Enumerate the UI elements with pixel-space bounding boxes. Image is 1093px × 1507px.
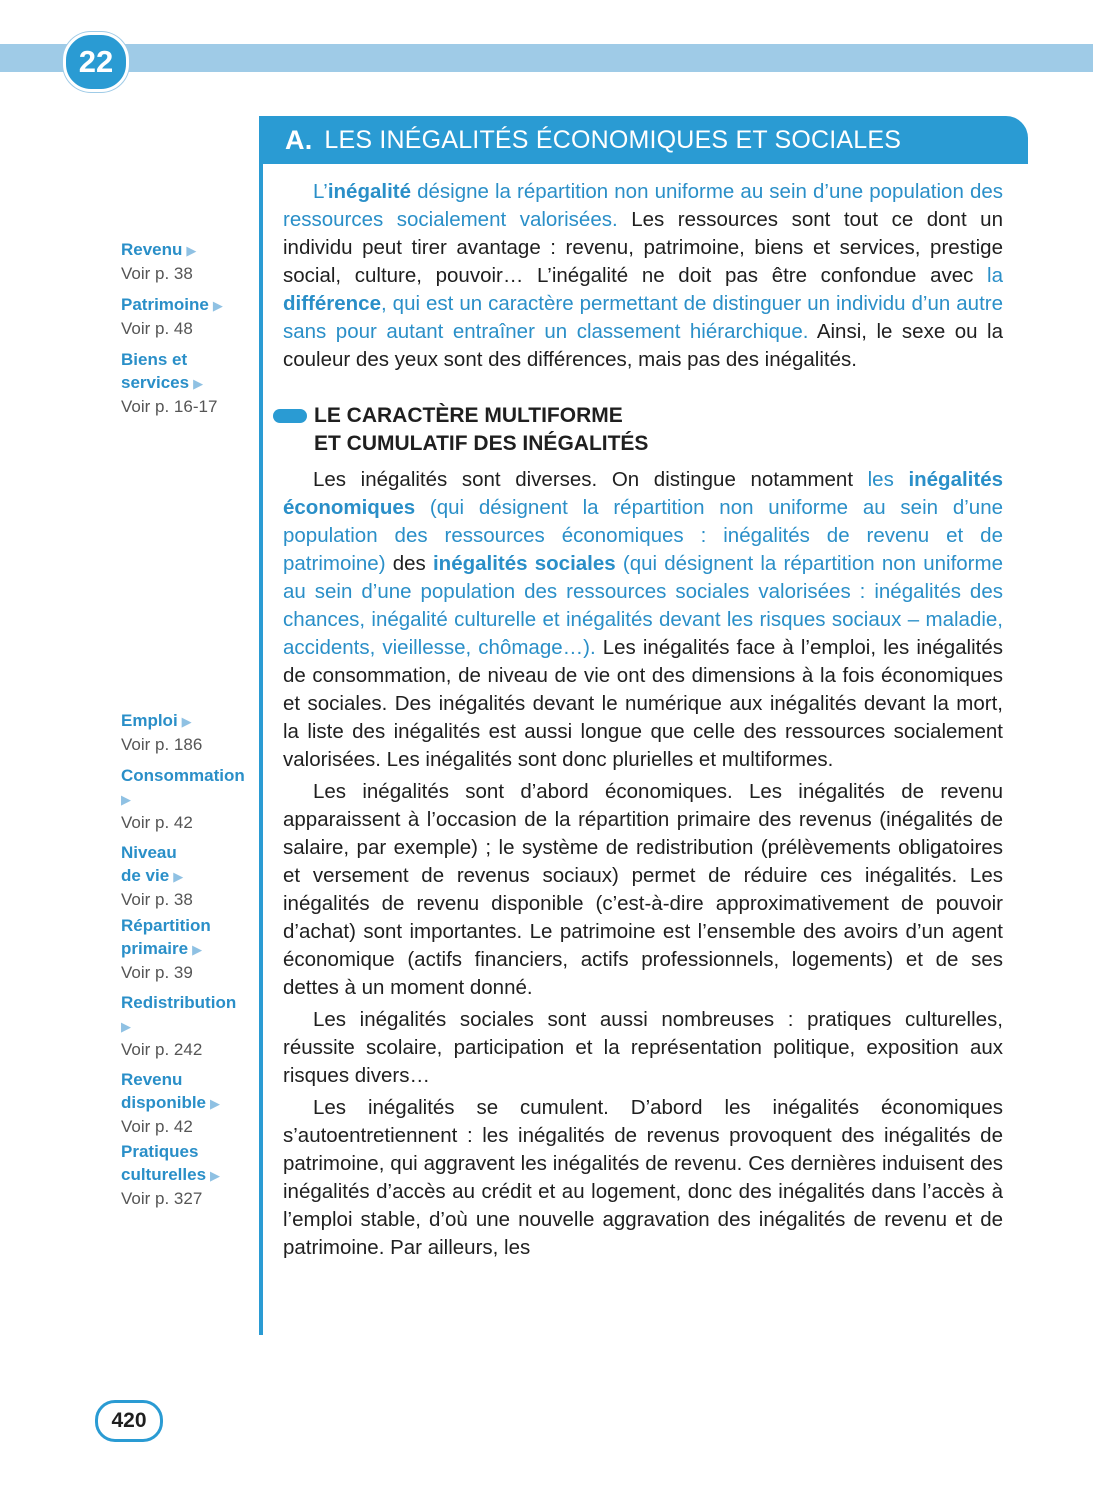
text-run: des: [385, 552, 433, 575]
margin-note-biens-services: [121, 348, 221, 418]
margin-note-term: Patrimoine: [121, 295, 209, 314]
margin-note-emploi: [121, 709, 256, 756]
text-run: Les ressources sont tout ce dont un individu peut tirer avantage : revenu, patrimoine, biens et services, prestige social, culture, pouvoir… L’inégalité ne doit pas être confondue avec: [283, 208, 1003, 287]
margin-note-ref: Voir p. 42: [121, 1117, 193, 1136]
margin-note-term: Consommation: [121, 766, 245, 785]
margin-note-ref: Voir p. 186: [121, 735, 203, 754]
term-inegalites-sociales: inégalités sociales: [432, 552, 616, 575]
text-run: les: [867, 468, 909, 491]
pointer-arrow-icon: ▶: [181, 714, 192, 729]
body-paragraph: Les inégalités se cumulent. D’abord les inégalités économiques s’autoentretiennent : les inégalités de revenus provoquent des inégalités de patrimoine, qui aggravent les inégalités de revenu. Ces dernières induisent des inégalités d’accès au crédit et au logement, donc des inégalités dans l’accès à l’emploi stable, d’où une nouvelle aggravation des inégalités de revenu et de patrimoine. Par ailleurs, les: [283, 1096, 1003, 1259]
pointer-arrow-icon: ▶: [186, 243, 197, 258]
term-difference: différence: [283, 292, 381, 315]
body-paragraph: [283, 466, 1003, 774]
pointer-arrow-icon: ▶: [210, 1096, 220, 1111]
margin-note-ref: Voir p. 42: [121, 813, 193, 832]
text-run: L’: [313, 180, 328, 203]
pointer-arrow-icon: ▶: [121, 792, 131, 807]
subheading-line: ET CUMULATIF DES INÉGALITÉS: [314, 432, 649, 455]
pointer-arrow-icon: ▶: [192, 942, 203, 957]
subheading-line: LE CARACTÈRE MULTIFORME: [314, 404, 623, 427]
section-letter: A.: [285, 124, 313, 155]
definition-text: (qui désignent la répartition non uniforme au sein d’une population des ressources sociales valorisées : inégalités des chances, inégalité culturelle et inégalités devant les risques sociaux – maladie, accidents, vieillesse, chômage…).: [283, 552, 1003, 659]
main-text: [283, 178, 1003, 1266]
pointer-arrow-icon: ▶: [193, 376, 204, 391]
text-run: la: [987, 264, 1003, 287]
margin-note-term: Revenu disponible: [121, 1070, 206, 1112]
intro-paragraph: [283, 178, 1003, 374]
pointer-arrow-icon: ▶: [212, 298, 223, 313]
margin-note-revenu-disponible: [121, 1068, 236, 1138]
pointer-arrow-icon: ▶: [173, 869, 184, 884]
margin-note-ref: Voir p. 242: [121, 1040, 203, 1059]
definition-text: , qui est un caractère permettant de distinguer un individu d’un autre sans pour autant entraîner un classement hiérarchique.: [283, 292, 1003, 343]
margin-note-ref: Voir p. 16-17: [121, 397, 218, 416]
margin-note-ref: Voir p. 327: [121, 1189, 203, 1208]
margin-note-term: Pratiques culturelles: [121, 1142, 207, 1184]
margin-note-term: Revenu: [121, 240, 183, 259]
body-paragraph: Les inégalités sociales sont aussi nombreuses : pratiques culturelles, réussite scolaire, participation et la représentation politique, exposition aux risques divers…: [283, 1008, 1003, 1087]
section-rule: [259, 160, 263, 1335]
margin-note-pratiques-culturelles: [121, 1140, 236, 1210]
subheading-marker-icon: [273, 409, 307, 423]
margin-note-patrimoine: [121, 293, 256, 340]
term-inegalites-economiques: inégalités économiques: [283, 468, 1003, 519]
subheading: [283, 402, 1003, 458]
margin-note-revenu: [121, 238, 256, 285]
margin-note-term: Redistribution: [121, 993, 237, 1012]
pointer-arrow-icon: ▶: [121, 1019, 131, 1034]
section-header: [259, 116, 1028, 164]
margin-note-term: Niveau de vie: [121, 843, 177, 885]
section-title: LES INÉGALITÉS ÉCONOMIQUES ET SOCIALES: [324, 125, 902, 154]
margin-note-niveau-de-vie: [121, 841, 201, 911]
margin-note-repartition-primaire: [121, 914, 236, 984]
margin-note-ref: Voir p. 38: [121, 264, 193, 283]
text-run: Les inégalités face à l’emploi, les inégalités de consommation, de niveau de vie ont des dimensions à la fois économiques et sociales. Des inégalités devant le numérique aux inégalités devant la mort, la liste des inégalités est aussi longue que celle des ressources socialement valorisées. Les inégalités sont donc plurielles et multiformes.: [283, 636, 1003, 771]
margin-note-term: Biens et services: [121, 350, 190, 392]
chapter-number-badge: 22: [63, 32, 129, 92]
text-run: Ainsi, le sexe ou la couleur des yeux sont des différences, mais pas des inégalités.: [283, 320, 1003, 371]
definition-text: désigne la répartition non uniforme au sein d’une population des ressources socialement valorisées.: [283, 180, 1003, 231]
page-number: 420: [95, 1400, 163, 1442]
definition-text: (qui désignent la répartition non uniforme au sein d’une population des ressources économiques : inégalités de revenu et de patrimoine): [283, 496, 1003, 575]
margin-note-consommation: [121, 764, 256, 834]
text-run: Les inégalités sont diverses. On distingue notamment: [313, 468, 868, 491]
margin-note-ref: Voir p. 38: [121, 890, 193, 909]
pointer-arrow-icon: ▶: [210, 1168, 221, 1183]
margin-note-term: Emploi: [121, 711, 178, 730]
margin-note-ref: Voir p. 39: [121, 963, 193, 982]
margin-note-redistribution: [121, 991, 256, 1061]
body-paragraph: Les inégalités sont d’abord économiques. Les inégalités de revenu apparaissent à l’occasion de la répartition primaire des revenus (inégalités de salaire, par exemple) ; le système de redistribution (prélèvements obligatoires et versement de revenus sociaux) permet de réduire ces inégalités. Les inégalités de revenu disponible (c’est-à-dire approximativement de pouvoir d’achat) sont importantes. Le patrimoine est l’ensemble des avoirs d’un agent économique (actifs financiers, actifs professionnels, logements) et de ses dettes à un moment donné.: [283, 780, 1003, 999]
margin-note-ref: Voir p. 48: [121, 319, 193, 338]
margin-note-term: Répartition primaire: [121, 916, 211, 958]
term-inegalite: inégalité: [327, 180, 411, 203]
chapter-band: [0, 44, 1093, 72]
